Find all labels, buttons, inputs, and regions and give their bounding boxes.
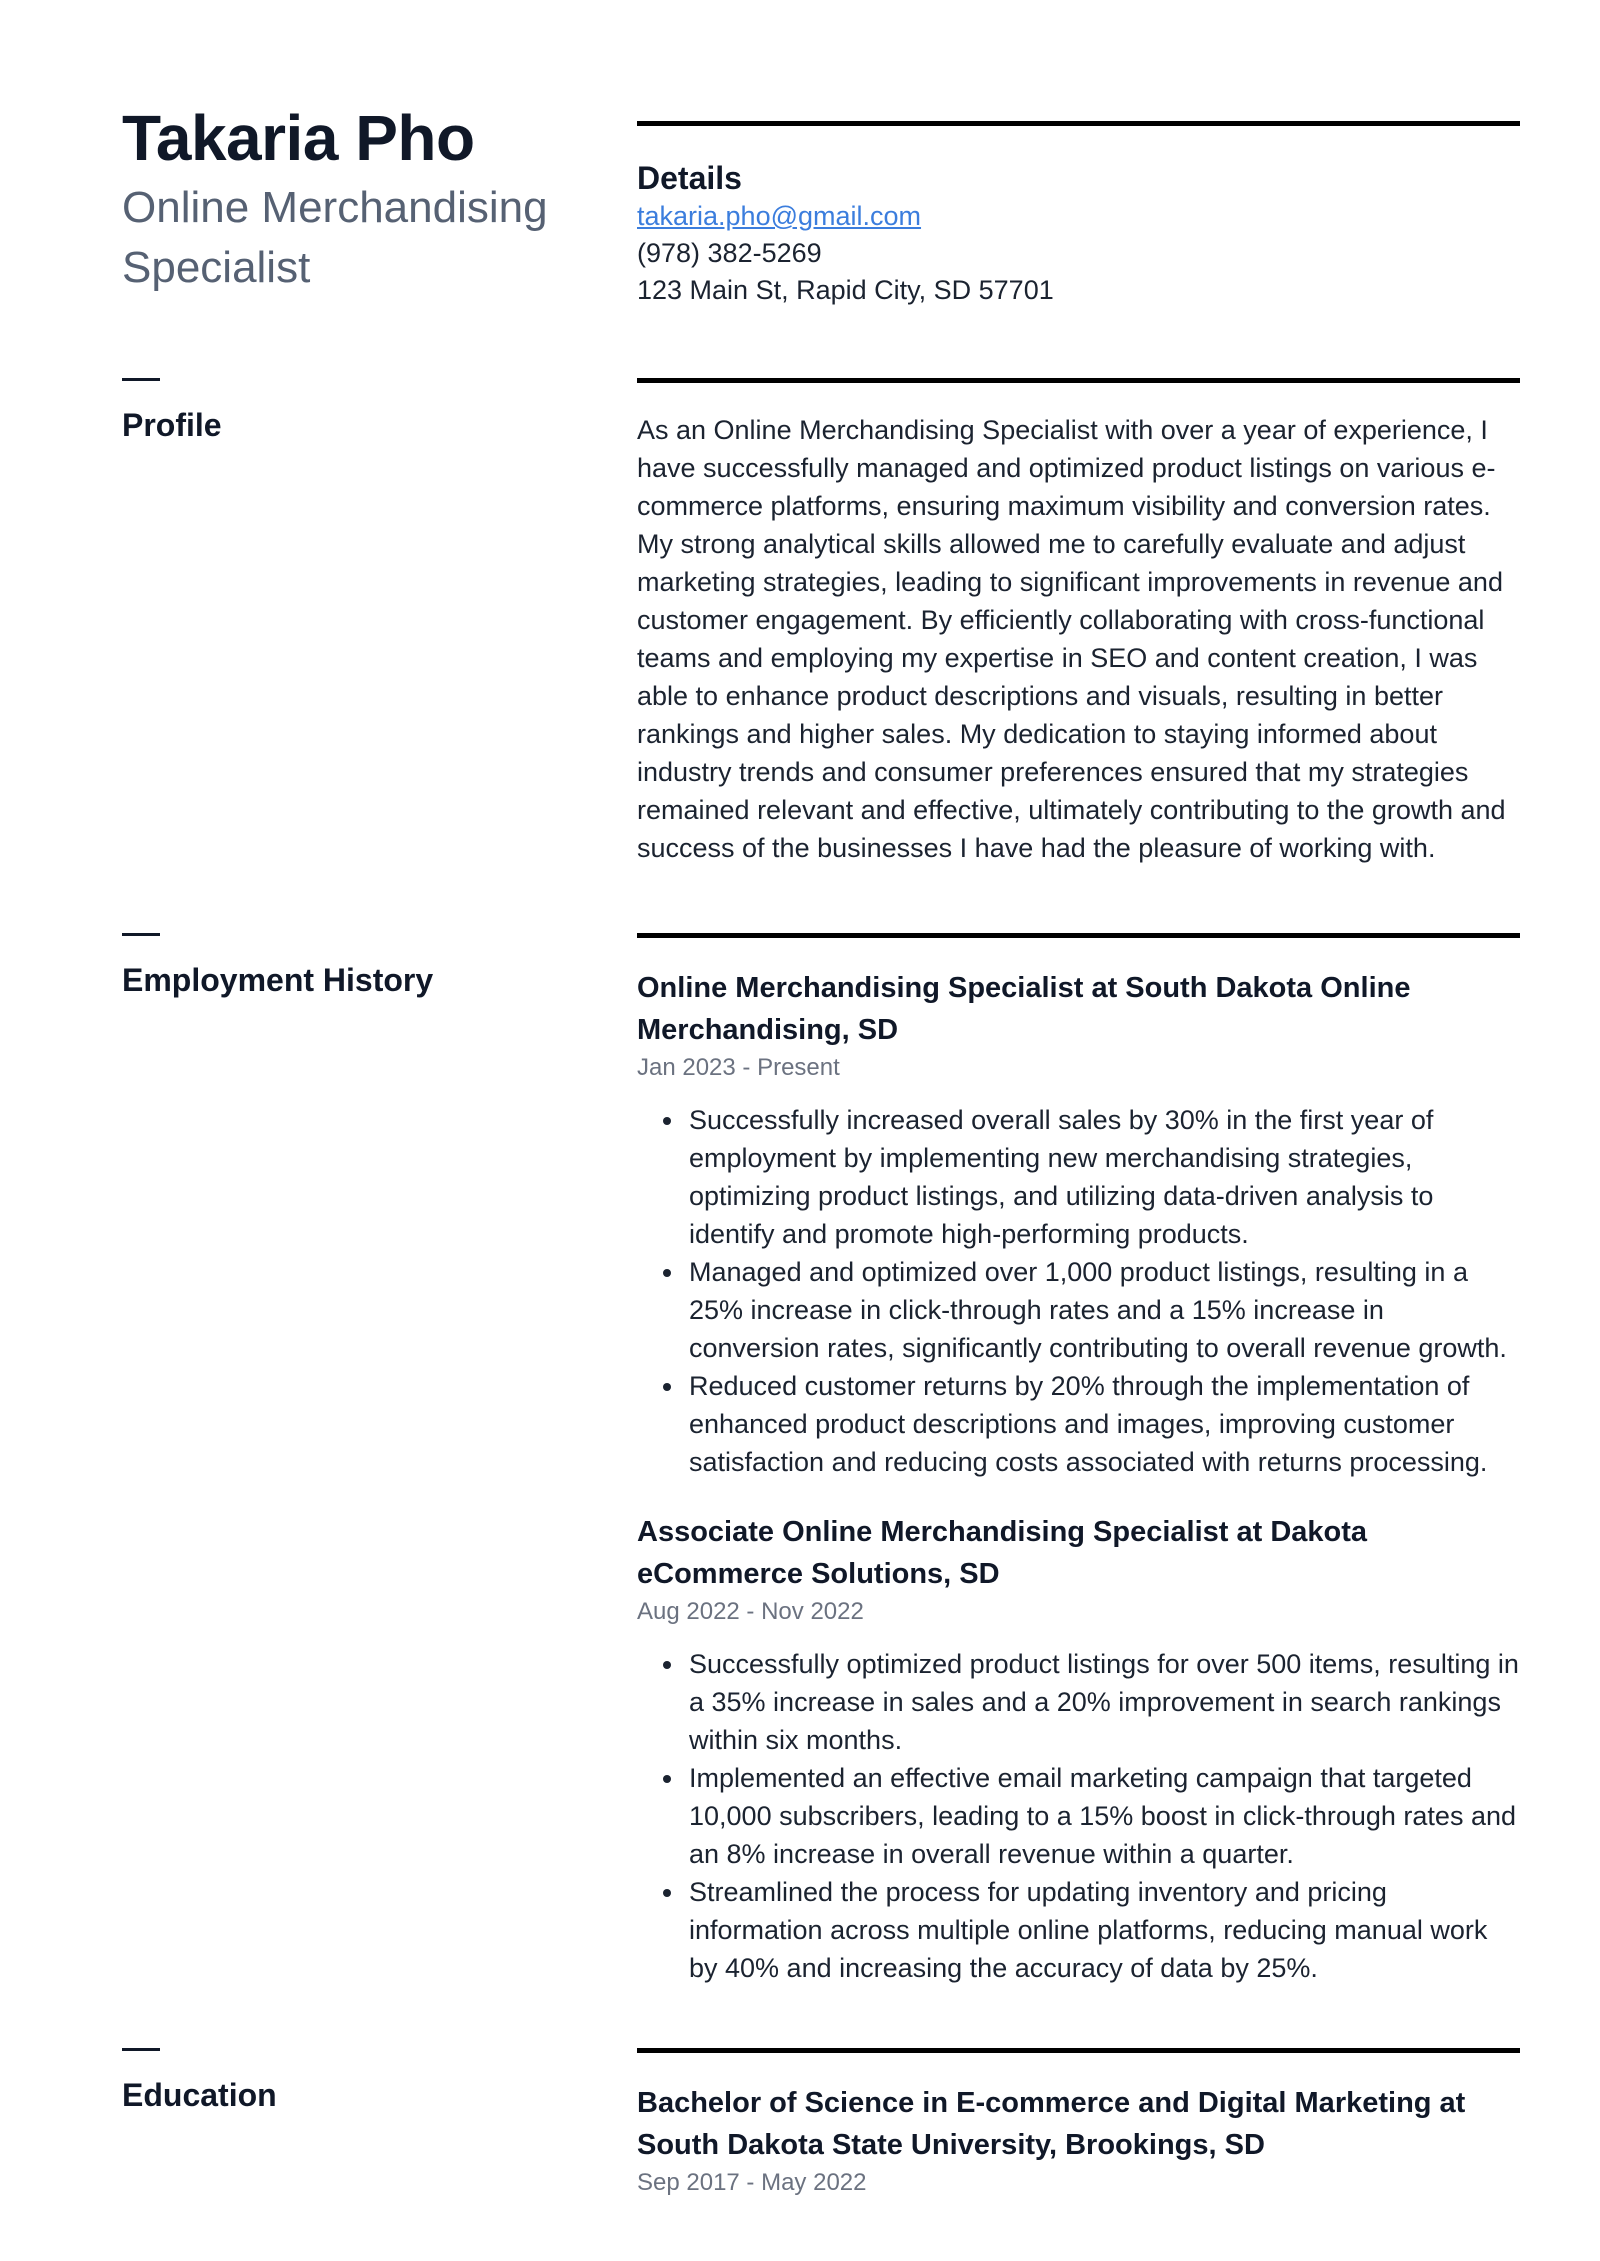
candidate-title: Online Merchandising Specialist: [122, 183, 548, 292]
job-bullet: Successfully optimized product listings for over 500 items, resulting in a 35% increase in sales and a 20% improvement in search rankings within six months.: [689, 1645, 1520, 1759]
job-entry: [637, 1511, 1520, 1987]
employment-label: Employment History: [122, 962, 434, 998]
job-bullet: Implemented an effective email marketing campaign that targeted 10,000 subscribers, leading to a 15% boost in click-through rates and an 8% increase in overall revenue within a quarter.: [689, 1759, 1520, 1873]
job-heading: Associate Online Merchandising Specialist at Dakota eCommerce Solutions, SD: [637, 1516, 1368, 1590]
job-heading: Online Merchandising Specialist at South Dakota Online Merchandising, SD: [637, 972, 1411, 1046]
job-dates: Jan 2023 - Present: [637, 1054, 840, 1081]
job-bullet: Managed and optimized over 1,000 product listings, resulting in a 25% increase in click-through rates and a 15% increase in conversion rates, significantly contributing to overall revenue growth.: [689, 1253, 1520, 1367]
job-bullet: Streamlined the process for updating inventory and pricing information across multiple online platforms, reducing manual work by 40% and increasing the accuracy of data by 25%.: [689, 1873, 1520, 1987]
email-link[interactable]: takaria.pho@gmail.com: [637, 201, 922, 231]
details-heading: Details: [637, 160, 742, 196]
job-bullets: [637, 1101, 1520, 1481]
details-rule: [637, 121, 1520, 126]
profile-text: As an Online Merchandising Specialist with over a year of experience, I have successfully managed and optimized product listings on various e-commerce platforms, ensuring maximum visibility and conversion rates. My strong analytical skills allowed me to carefully evaluate and adjust marketing strategies, leading to significant improvements in revenue and customer engagement. By efficiently collaborating with cross-functional teams and employing my expertise in SEO and content creation, I was able to enhance product descriptions and visuals, resulting in better rankings and higher sales. My dedication to staying informed about industry trends and consumer preferences ensured that my strategies remained relevant and effective, ultimately contributing to the growth and success of the businesses I have had the pleasure of working with.: [637, 415, 1506, 863]
education-rule: [637, 2048, 1520, 2053]
candidate-name: Takaria Pho: [122, 102, 475, 174]
address: 123 Main St, Rapid City, SD 57701: [637, 275, 1054, 305]
job-dates: Aug 2022 - Nov 2022: [637, 1598, 864, 1625]
profile-dash: [122, 378, 160, 381]
job-bullet: Reduced customer returns by 20% through the implementation of enhanced product descriptions and images, improving customer satisfaction and reducing costs associated with returns processing.: [689, 1367, 1520, 1481]
job-entry: [637, 967, 1520, 1481]
profile-label: Profile: [122, 407, 222, 443]
employment-rule: [637, 933, 1520, 938]
education-dates: Sep 2017 - May 2022: [637, 2169, 867, 2196]
employment-dash: [122, 933, 160, 936]
job-bullet: Successfully increased overall sales by 30% in the first year of employment by implementing new merchandising strategies, optimizing product listings, and utilizing data-driven analysis to identify and promote high-performing products.: [689, 1101, 1520, 1253]
education-section: [637, 2082, 1520, 2200]
education-dash: [122, 2048, 160, 2051]
education-label: Education: [122, 2077, 277, 2113]
employment-section: [637, 967, 1520, 2017]
job-bullets: [637, 1645, 1520, 1987]
education-heading: Bachelor of Science in E-commerce and Digital Marketing at South Dakota State University, Brookings, SD: [637, 2087, 1466, 2161]
profile-section: [637, 411, 1520, 867]
details-section: [637, 158, 1520, 309]
phone-number: (978) 382-5269: [637, 238, 822, 268]
profile-rule: [637, 378, 1520, 383]
